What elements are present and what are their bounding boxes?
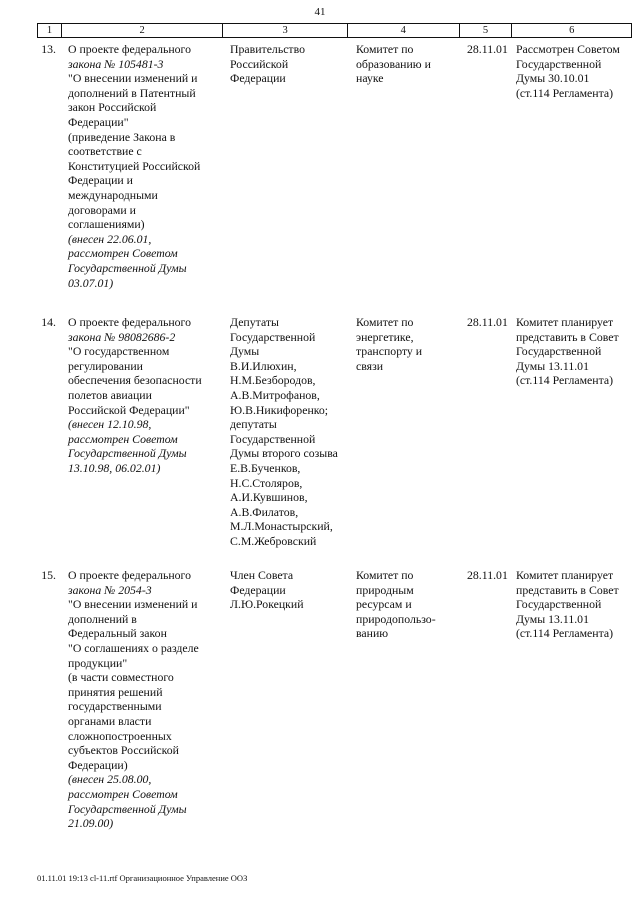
status-line: Государственной	[516, 344, 602, 359]
title-line: Федерации"	[68, 114, 129, 129]
initiator-line: Н.М.Безбородов,	[230, 373, 316, 388]
title-line: Конституцией Российской	[68, 158, 201, 173]
note-line: Государственной Думы	[68, 801, 187, 816]
initiator-line: А.В.Филатов,	[230, 504, 299, 519]
committee-line: Комитет по	[356, 568, 414, 582]
note-line: Государственной Думы	[68, 260, 187, 275]
title-line: международными	[68, 187, 158, 202]
committee-line: транспорту и	[356, 344, 423, 359]
title-line: О проекте федерального	[68, 315, 191, 329]
status-line: (ст.114 Регламента)	[516, 373, 614, 388]
agenda-table	[37, 23, 632, 831]
status-line: Государственной	[516, 56, 602, 71]
status-line: представить в Совет	[516, 582, 619, 597]
committee-line: науке	[356, 71, 384, 86]
committee-line: ресурсам и	[356, 597, 412, 612]
note-line: Государственной Думы	[68, 446, 187, 461]
note-line: 03.07.01)	[68, 275, 114, 290]
initiator-line: В.И.Илюхин,	[230, 358, 297, 373]
initiator-line: Российской	[230, 56, 289, 71]
initiator-line: Правительство	[230, 42, 305, 56]
table-header-row	[37, 23, 632, 38]
committee-line: связи	[356, 358, 384, 373]
initiator-line: Государственной	[230, 329, 316, 344]
status-line: Комитет планирует	[516, 568, 614, 582]
title-line: договорами и	[68, 202, 136, 217]
title-line: Федерации)	[68, 757, 128, 772]
note-line: 13.10.98, 06.02.01)	[68, 460, 161, 475]
committee-line: энергетике,	[356, 329, 414, 344]
status-line: представить в Совет	[516, 329, 619, 344]
row-number: 15.	[41, 568, 56, 582]
header-col-4: 4	[348, 24, 460, 37]
initiator-line: Думы второго созыва	[230, 446, 338, 461]
table-row	[37, 42, 632, 290]
committee-line: природным	[356, 582, 414, 597]
note-line: рассмотрен Советом	[68, 431, 178, 446]
initiator-line: Е.В.Бученков,	[230, 460, 301, 475]
title-line: органами власти	[68, 713, 152, 728]
status-line: Думы 13.11.01	[516, 358, 589, 373]
title-line: (в части совместного	[68, 670, 174, 685]
committee	[348, 315, 460, 549]
title-line: (приведение Закона в	[68, 129, 176, 144]
header-col-1: 1	[38, 24, 62, 37]
committee-line: ванию	[356, 626, 389, 641]
title-line: "О государственном	[68, 344, 170, 359]
initiator	[223, 42, 348, 290]
title-line: Федеральный закон	[68, 626, 167, 641]
title-line: закона № 98082686-2	[68, 329, 176, 344]
table-row	[37, 315, 632, 549]
title-line: Федерации и	[68, 173, 133, 188]
title-line: соглашениями)	[68, 217, 145, 232]
title-line: закон Российской	[68, 100, 157, 115]
title-line: соответствие с	[68, 144, 142, 159]
committee-line: Комитет по	[356, 42, 414, 56]
note-line: рассмотрен Советом	[68, 786, 178, 801]
initiator-line: Государственной	[230, 431, 316, 446]
title-line: О проекте федерального	[68, 568, 191, 582]
status-line: Комитет планирует	[516, 315, 614, 329]
initiator-line: Федерации	[230, 582, 286, 597]
bill-title	[61, 315, 223, 549]
note-line: 21.09.00)	[68, 816, 114, 831]
status	[513, 315, 632, 549]
bill-title	[61, 568, 223, 831]
initiator-line: А.В.Митрофанов,	[230, 387, 320, 402]
title-line: государственными	[68, 699, 162, 714]
header-col-6: 6	[569, 25, 575, 36]
date: 28.11.01	[467, 42, 508, 56]
status	[513, 568, 632, 831]
initiator-line: Член Совета	[230, 568, 294, 582]
committee-line: природопользо-	[356, 611, 436, 626]
date: 28.11.01	[467, 568, 508, 582]
date: 28.11.01	[467, 315, 508, 329]
initiator-line: Думы	[230, 344, 260, 359]
title-line: закона № 2054-3	[68, 582, 152, 597]
initiator-line: С.М.Жебровский	[230, 533, 317, 548]
row-number: 13.	[41, 42, 56, 56]
row-number: 14.	[41, 315, 56, 329]
committee	[348, 42, 460, 290]
title-line: субъектов Российской	[68, 743, 179, 758]
title-line: продукции"	[68, 655, 128, 670]
title-line: дополнений в Патентный	[68, 85, 196, 100]
committee-line: образованию и	[356, 56, 431, 71]
status-line: Думы 13.11.01	[516, 611, 589, 626]
status-line: (ст.114 Регламента)	[516, 85, 614, 100]
status	[513, 42, 632, 290]
status-line: Думы 30.10.01	[516, 71, 590, 86]
title-line: "О внесении изменений и	[68, 597, 198, 612]
header-col-5: 5	[460, 24, 513, 37]
note-line: (внесен 22.06.01,	[68, 231, 152, 246]
initiator-line: Депутаты	[230, 315, 279, 329]
initiator-line: Л.Ю.Рокецкий	[230, 597, 304, 612]
status-line: Рассмотрен Советом	[516, 42, 620, 56]
status-line: Государственной	[516, 597, 602, 612]
initiator-line: депутаты	[230, 417, 277, 432]
title-line: "О соглашениях о разделе	[68, 640, 199, 655]
title-line: полетов авиации	[68, 387, 152, 402]
page-number: 41	[314, 6, 326, 18]
table-row	[37, 568, 632, 831]
title-line: дополнений в	[68, 611, 137, 626]
title-line: "О внесении изменений и	[68, 71, 198, 86]
initiator-line: М.Л.Монастырский,	[230, 519, 333, 534]
header-col-3: 3	[223, 24, 348, 37]
bill-title	[61, 42, 223, 290]
document-footer: 01.11.01 19:13 cl-11.rtf Организационное Управление ООЗ	[37, 873, 248, 883]
title-line: регулировании	[68, 358, 143, 373]
initiator-line: А.И.Кувшинов,	[230, 490, 308, 505]
header-col-2: 2	[62, 24, 223, 37]
committee	[348, 568, 460, 831]
note-line: (внесен 25.08.00,	[68, 772, 152, 787]
initiator-line: Н.С.Столяров,	[230, 475, 303, 490]
title-line: Российской Федерации"	[68, 402, 190, 417]
title-line: обеспечения безопасности	[68, 373, 202, 388]
initiator	[223, 315, 348, 549]
title-line: принятия решений	[68, 684, 163, 699]
title-line: закона № 105481-3	[68, 56, 164, 71]
note-line: рассмотрен Советом	[68, 246, 178, 261]
initiator-line: Федерации	[230, 71, 286, 86]
note-line: (внесен 12.10.98,	[68, 417, 152, 432]
title-line: сложнопостроенных	[68, 728, 172, 743]
initiator	[223, 568, 348, 831]
committee-line: Комитет по	[356, 315, 414, 329]
status-line: (ст.114 Регламента)	[516, 626, 614, 641]
title-line: О проекте федерального	[68, 42, 191, 56]
initiator-line: Ю.В.Никифоренко;	[230, 402, 329, 417]
